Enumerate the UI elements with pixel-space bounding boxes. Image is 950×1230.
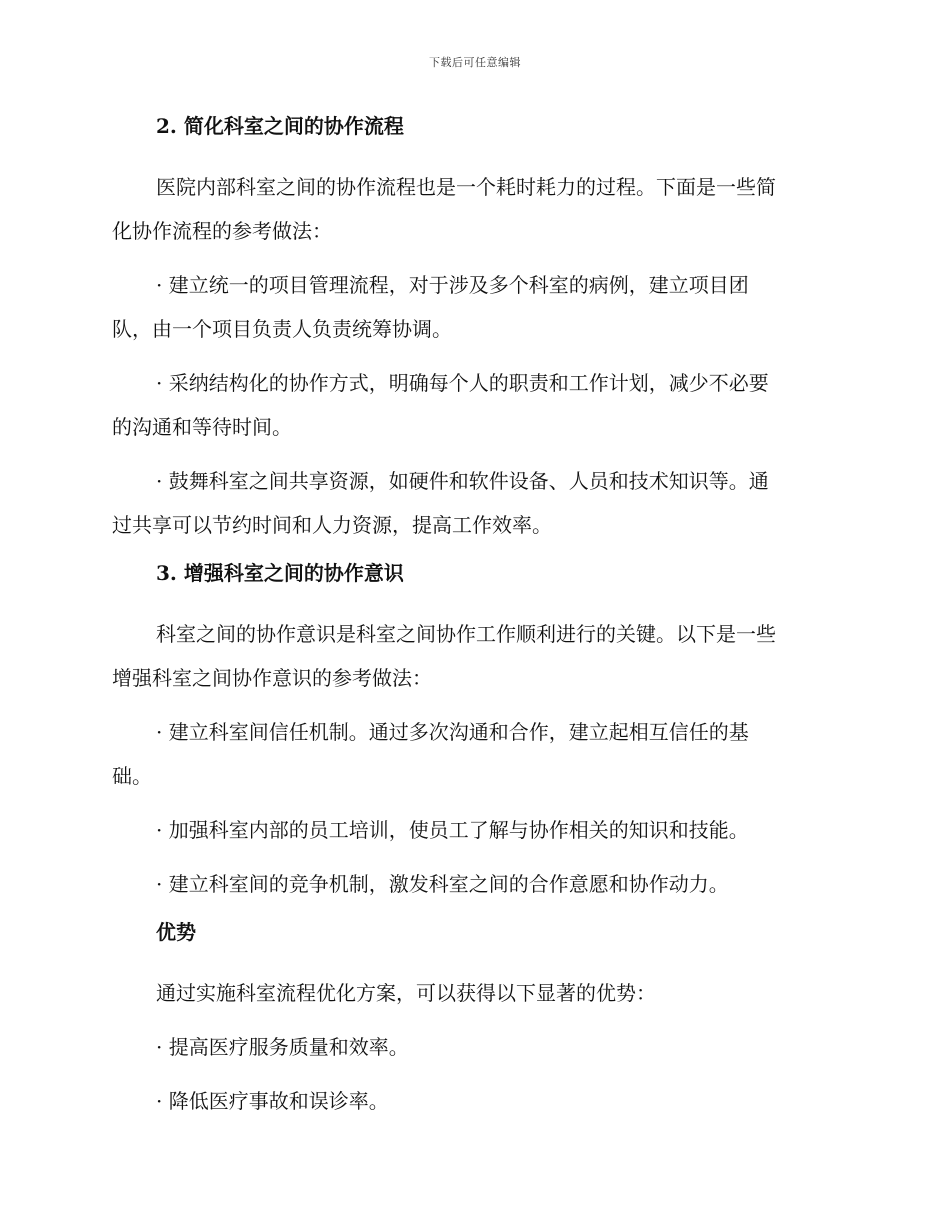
bullet-line: · 鼓舞科室之间共享资源，如硬件和软件设备、人员和技术知识等。通 [156,469,769,493]
advantages-bullet-2: · 降低医疗事故和误诊率。 [156,1089,389,1113]
section-3-heading: 3. 增强科室之间的协作意识 [156,561,404,585]
section-2-bullet-3 [112,459,832,547]
bullet-line: · 建立科室间信任机制。通过多次沟通和合作，建立起相互信任的基 [156,720,749,744]
section-2-bullet-2 [112,361,832,449]
section-3-intro-line-1: 科室之间的协作意识是科室之间协作工作顺利进行的关键。以下是一些 [156,622,776,646]
section-2-intro-line-1: 医院内部科室之间的协作流程也是一个耗时耗力的过程。下面是一些简 [156,175,776,199]
section-2-intro [112,165,832,253]
page-header: 下载后可任意编辑 [429,56,521,69]
bullet-line: 的沟通和等待时间。 [112,415,292,439]
document-body [112,110,832,1133]
section-2-heading: 2. 简化科室之间的协作流程 [156,114,404,138]
bullet-line: 过共享可以节约时间和人力资源，提高工作效率。 [112,513,552,537]
section-2-intro-line-2: 化协作流程的参考做法： [112,219,332,243]
advantages-bullet-1: · 提高医疗服务质量和效率。 [156,1035,409,1059]
bullet-line: · 采纳结构化的协作方式，明确每个人的职责和工作计划，减少不必要 [156,371,769,395]
section-3-intro-line-2: 增强科室之间协作意识的参考做法： [112,666,432,690]
advantages-heading: 优势 [156,920,196,944]
section-3-bullet-3: · 建立科室间的竞争机制，激发科室之间的合作意愿和协作动力。 [156,872,729,896]
bullet-line: 队，由一个项目负责人负责统筹协调。 [112,317,452,341]
section-2-bullet-1 [112,263,832,351]
section-3-bullet-2: · 加强科室内部的员工培训，使员工了解与协作相关的知识和技能。 [156,818,749,842]
section-3-bullet-1 [112,710,832,798]
bullet-line: · 建立统一的项目管理流程，对于涉及多个科室的病例，建立项目团 [156,273,749,297]
section-3-intro [112,612,832,700]
advantages-intro: 通过实施科室流程优化方案，可以获得以下显著的优势： [156,981,656,1005]
bullet-line: 础。 [112,764,152,788]
